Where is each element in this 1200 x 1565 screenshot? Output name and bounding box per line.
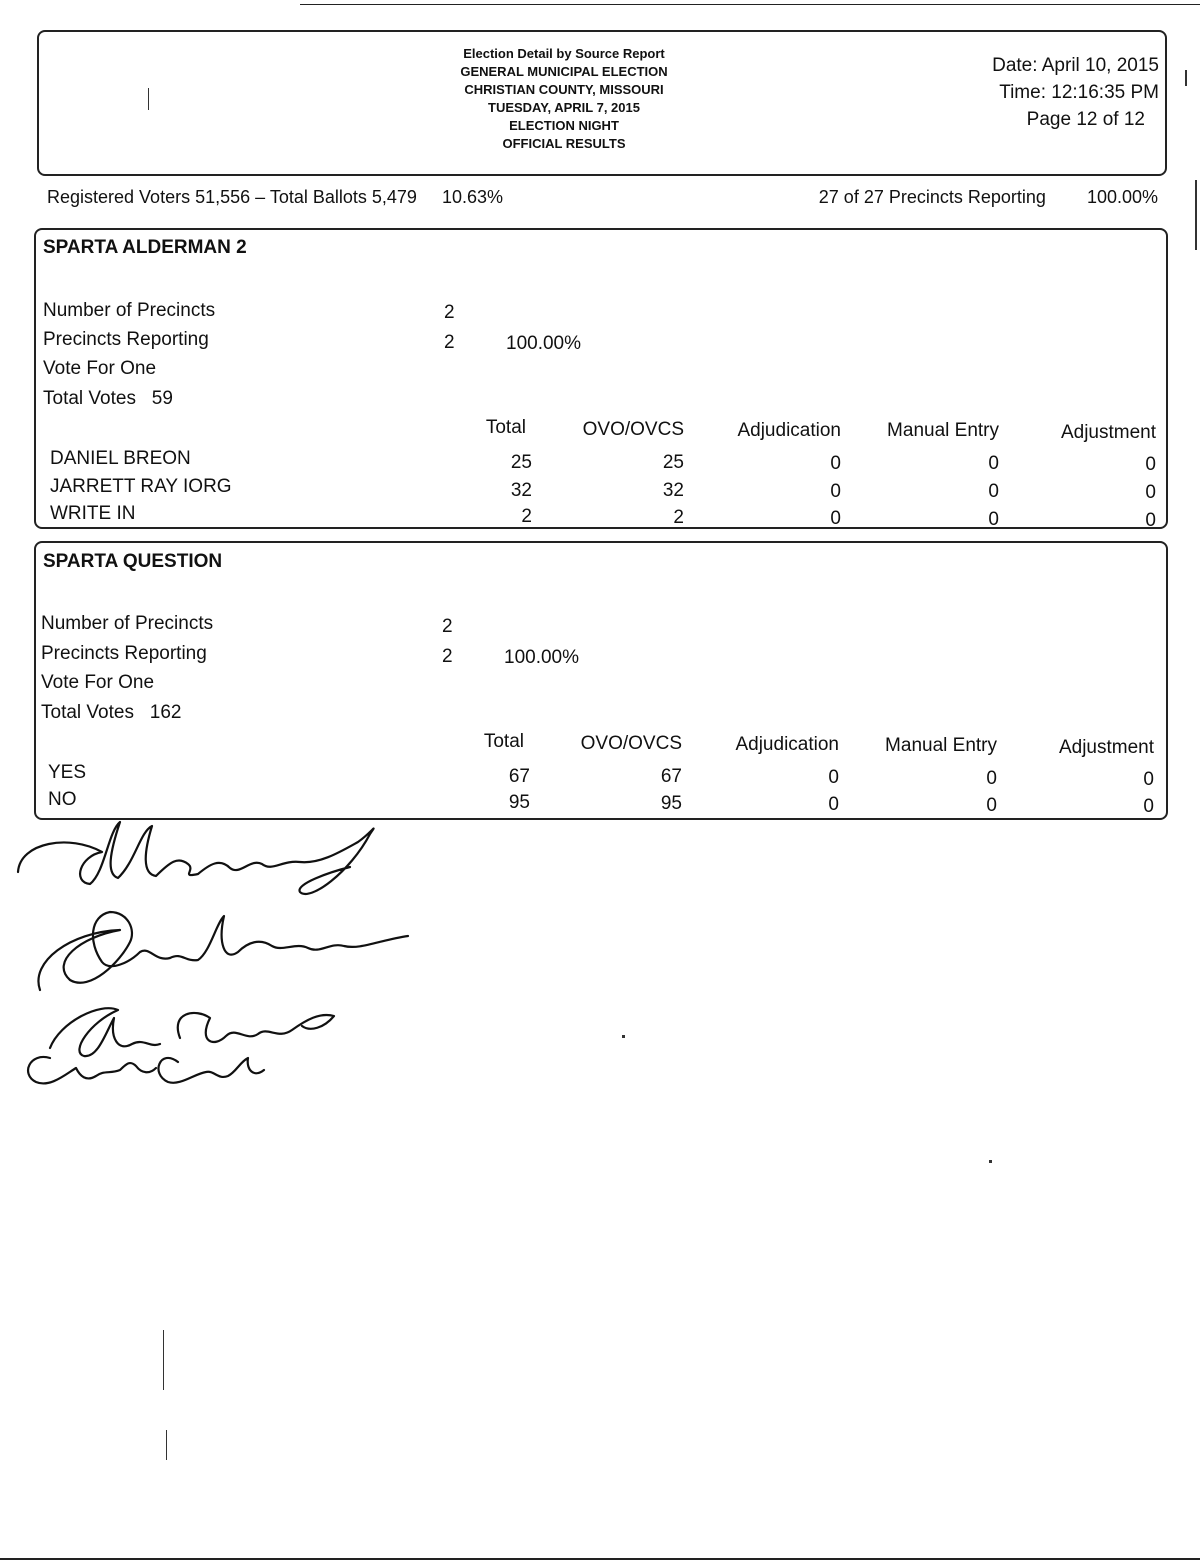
cell-ovo: 32 — [662, 480, 684, 501]
cell-adjustment: 0 — [1143, 769, 1154, 790]
cell-ovo: 25 — [662, 452, 684, 473]
scan-top-line — [300, 4, 1200, 5]
col-adjustment: Adjustment — [1060, 422, 1156, 443]
total-votes-value: 59 — [151, 388, 173, 409]
cell-adjudication: 0 — [828, 794, 839, 815]
report-header — [37, 30, 1167, 176]
col-ovo: OVO/OVCS — [580, 733, 682, 754]
cell-manual-entry: 0 — [988, 453, 999, 474]
cell-manual-entry: 0 — [986, 795, 997, 816]
precincts-reporting: 2 — [444, 332, 455, 353]
total-votes — [43, 388, 173, 410]
registered-voters: Registered Voters 51,556 – Total Ballots 5,479 — [47, 187, 417, 207]
vote-for: Vote For One — [41, 672, 155, 693]
scan-mark — [166, 1430, 167, 1460]
cell-total: 25 — [510, 452, 532, 473]
contest-title: SPARTA QUESTION — [43, 551, 223, 572]
candidate-name: DANIEL BREON — [50, 448, 191, 469]
col-manual-entry: Manual Entry — [887, 420, 999, 441]
report-title: Election Detail by Source Report — [463, 46, 665, 61]
signature-2 — [38, 912, 408, 990]
precincts-reporting: 2 — [442, 646, 453, 667]
cell-adjustment: 0 — [1143, 796, 1154, 817]
scan-mark — [989, 1160, 992, 1163]
num-precincts-label: Number of Precincts — [43, 300, 216, 321]
total-votes-label: Total Votes — [43, 388, 136, 409]
col-ovo: OVO/OVCS — [582, 419, 684, 440]
cell-adjudication: 0 — [830, 481, 841, 502]
cell-total: 95 — [508, 792, 530, 813]
contest-title: SPARTA ALDERMAN 2 — [43, 237, 247, 258]
cell-adjustment: 0 — [1145, 482, 1156, 503]
report-date: Date: April 10, 2015 — [992, 55, 1159, 76]
cell-total: 32 — [510, 480, 532, 501]
cell-adjudication: 0 — [830, 508, 841, 529]
cell-adjustment: 0 — [1145, 510, 1156, 531]
option-name: NO — [48, 789, 77, 810]
num-precincts: 2 — [442, 616, 453, 637]
county-name: CHRISTIAN COUNTY, MISSOURI — [464, 82, 664, 97]
cell-ovo: 67 — [660, 766, 682, 787]
cell-manual-entry: 0 — [988, 481, 999, 502]
scan-mark — [1185, 70, 1187, 86]
col-manual-entry: Manual Entry — [885, 735, 997, 756]
precincts-reporting-pct: 100.00% — [506, 333, 582, 354]
precincts-reporting: 27 of 27 Precincts Reporting — [818, 187, 1046, 207]
election-date: TUESDAY, APRIL 7, 2015 — [488, 100, 640, 115]
cell-adjudication: 0 — [828, 767, 839, 788]
results-status: OFFICIAL RESULTS — [502, 136, 626, 151]
total-votes-label: Total Votes — [41, 702, 134, 723]
contest-sparta-question — [34, 541, 1168, 820]
turnout-summary — [47, 187, 523, 208]
candidate-name: JARRETT RAY IORG — [50, 476, 232, 497]
signature-1 — [18, 822, 374, 894]
col-total: Total — [485, 417, 526, 438]
precincts-percent: 100.00% — [1086, 187, 1158, 207]
cell-adjustment: 0 — [1145, 454, 1156, 475]
total-votes-value: 162 — [149, 702, 182, 723]
scan-bottom-line — [0, 1558, 1200, 1560]
vote-for: Vote For One — [43, 358, 157, 379]
cell-ovo: 95 — [660, 793, 682, 814]
scan-mark — [148, 88, 149, 110]
num-precincts: 2 — [444, 302, 455, 323]
report-title-block — [419, 45, 709, 153]
contest-sparta-alderman-2 — [34, 228, 1168, 529]
precincts-reporting-label: Precincts Reporting — [43, 329, 209, 350]
scan-mark — [622, 1035, 625, 1038]
election-night: ELECTION NIGHT — [509, 118, 619, 133]
precinct-summary — [819, 187, 1158, 208]
col-adjustment: Adjustment — [1058, 737, 1154, 758]
candidate-name: WRITE IN — [50, 503, 136, 524]
col-adjudication: Adjudication — [735, 734, 839, 755]
page-number: Page 12 of 12 — [1026, 109, 1145, 130]
signature-4 — [28, 1057, 264, 1083]
option-name: YES — [48, 762, 87, 783]
election-name: GENERAL MUNICIPAL ELECTION — [460, 64, 668, 79]
scan-mark — [163, 1330, 164, 1390]
scan-mark — [1195, 180, 1197, 250]
cell-total: 2 — [521, 506, 532, 527]
cell-adjudication: 0 — [830, 453, 841, 474]
cell-manual-entry: 0 — [988, 509, 999, 530]
precincts-reporting-label: Precincts Reporting — [41, 643, 207, 664]
signature-3 — [50, 1008, 334, 1056]
signatures — [10, 812, 430, 1102]
report-meta — [899, 52, 1159, 133]
col-total: Total — [483, 731, 524, 752]
cell-total: 67 — [508, 766, 530, 787]
col-adjudication: Adjudication — [737, 420, 841, 441]
num-precincts-label: Number of Precincts — [41, 613, 214, 634]
precincts-reporting-pct: 100.00% — [504, 647, 580, 668]
cell-ovo: 2 — [673, 507, 684, 528]
total-votes — [41, 702, 182, 724]
cell-manual-entry: 0 — [986, 768, 997, 789]
turnout-percent: 10.63% — [441, 187, 503, 207]
report-time: Time: 12:16:35 PM — [999, 82, 1159, 103]
